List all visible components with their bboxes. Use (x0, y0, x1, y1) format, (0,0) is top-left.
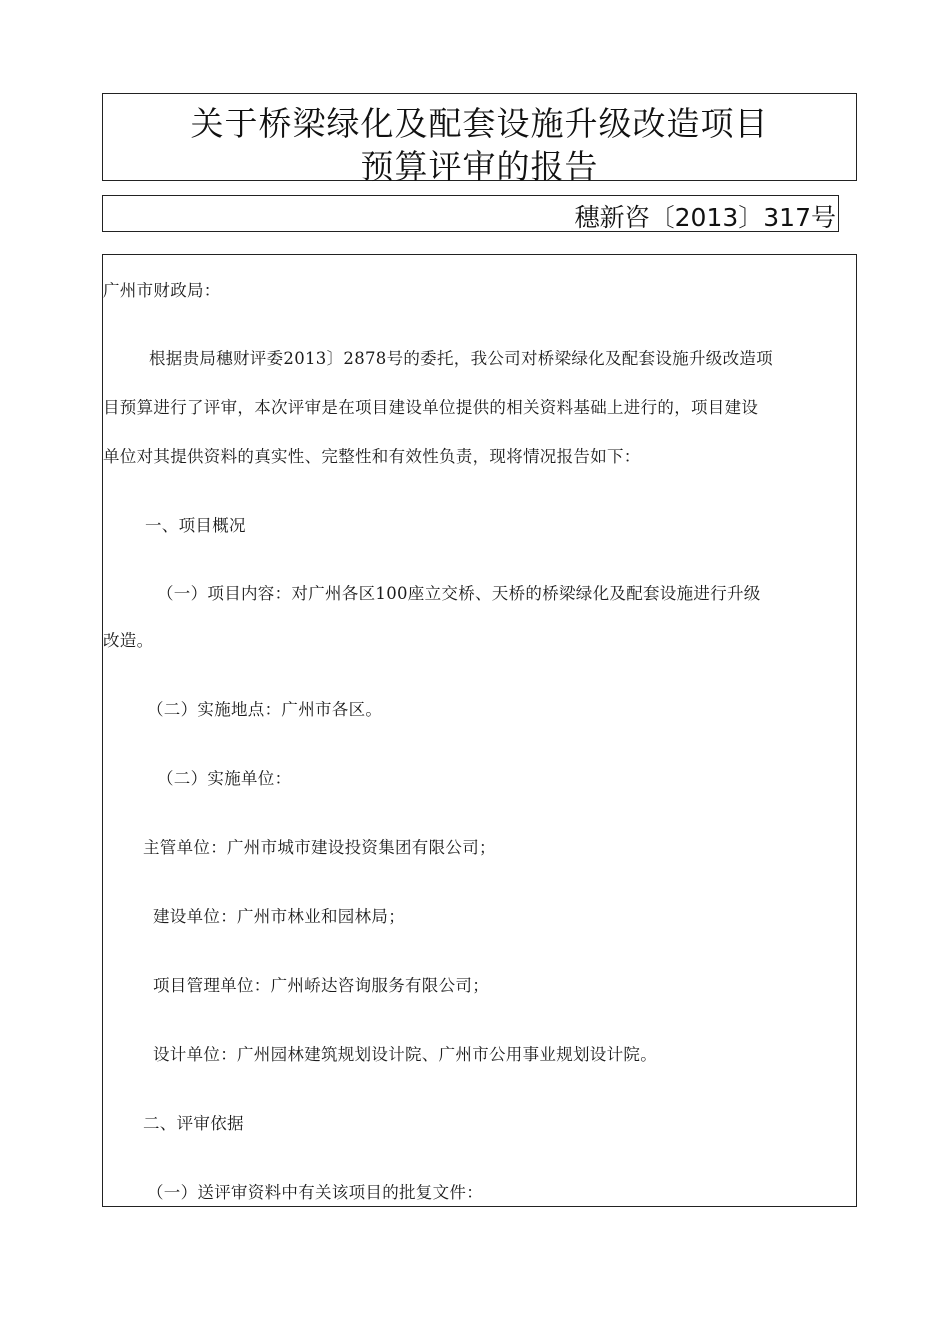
salutation: 广州市财政局： (103, 281, 221, 300)
project-location: （二）实施地点：广州市各区。 (147, 700, 383, 719)
report-title-box (102, 93, 857, 186)
section-1-heading: 一、项目概况 (145, 516, 246, 535)
document-number: 穗新咨〔2013〕317号 (574, 203, 836, 232)
implementing-units-heading: （二）实施单位： (157, 769, 292, 788)
project-content-line-1: （一）项目内容：对广州各区100座立交桥、天桥的桥梁绿化及配套设施进行升级 (157, 584, 761, 603)
project-management-unit: 项目管理单位：广州峤达咨询服务有限公司； (153, 976, 489, 995)
section-2-heading: 二、评审依据 (143, 1114, 244, 1133)
intro-line-3: 单位对其提供资料的真实性、完整性和有效性负责，现将情况报告如下： (103, 447, 641, 466)
report-title-line-1: 关于桥梁绿化及配套设施升级改造项目 (190, 104, 769, 143)
project-content-line-2: 改造。 (103, 631, 154, 650)
review-basis-1: （一）送评审资料中有关该项目的批复文件： (147, 1183, 483, 1202)
design-unit: 设计单位：广州园林建筑规划设计院、广州市公用事业规划设计院。 (153, 1045, 657, 1064)
construction-unit: 建设单位：广州市林业和园林局； (153, 907, 405, 926)
supervising-unit: 主管单位：广州市城市建设投资集团有限公司； (143, 838, 496, 857)
document-number-box (102, 195, 839, 232)
report-body (102, 254, 857, 1207)
intro-line-2: 目预算进行了评审，本次评审是在项目建设单位提供的相关资料基础上进行的，项目建设 (103, 398, 759, 417)
intro-line-1: 根据贵局穗财评委2013〕2878号的委托，我公司对桥梁绿化及配套设施升级改造项 (149, 349, 773, 368)
report-title-line-2: 预算评审的报告 (360, 147, 599, 186)
